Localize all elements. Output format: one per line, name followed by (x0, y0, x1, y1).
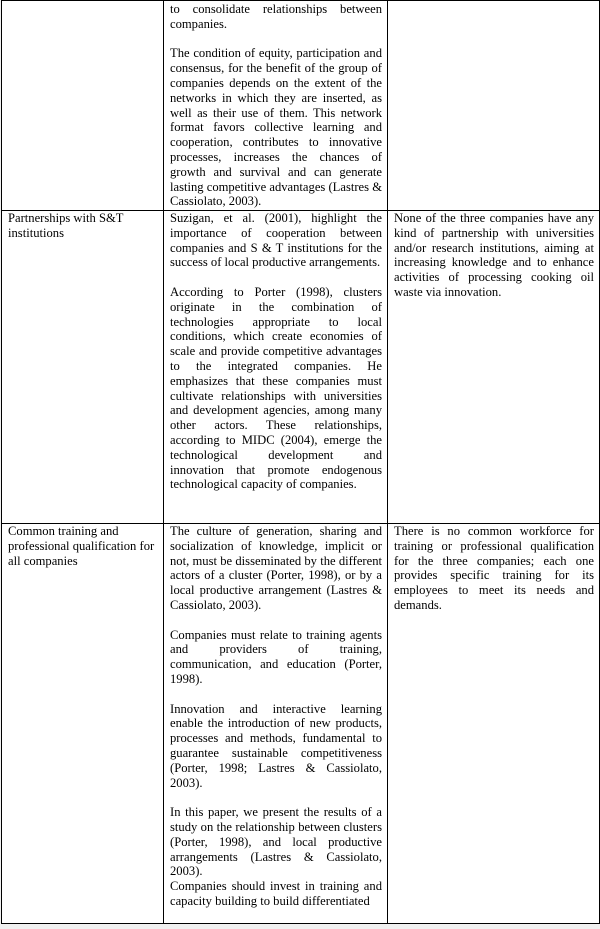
theory-paragraph: The culture of generation, sharing and socialization of knowledge, implicit or not, must be disseminated by the different actors of a cluster (Porter, 1998), or by a local productive arrangement (Lastres & Cassiolato, 2003). (170, 524, 382, 612)
theory-paragraph: Companies should invest in training and capacity building to build differentiated (170, 879, 382, 908)
table-row (2, 1, 600, 211)
criterion-text: Partnerships with S&T institutions (8, 211, 124, 240)
criterion-cell (2, 211, 164, 524)
findings-cell (388, 211, 600, 524)
theory-paragraph: Innovation and interactive learning enable the introduction of new products, processes and methods, fundamental to guarantee sustainable competitiveness (Porter, 1998; Lastres & Cassiolato, 2003). (170, 701, 382, 790)
theory-paragraph: The condition of equity, participation and consensus, for the benefit of the group of companies depends on the extent of the networks in which they are inserted, as well as their use of them. This network format favors collective learning and cooperation, contributes to innovative processes, increases the chances of growth and survival and can generate lasting competitive advantages (Lastres & Cassiolato, 2003). (170, 46, 382, 209)
criterion-cell (2, 1, 164, 211)
theory-paragraph: to consolidate relationships between companies. (170, 2, 382, 31)
theory-paragraph: Suzigan, et al. (2001), highlight the importance of cooperation between companies and S & T institutions for the success of local productive arrangements. (170, 211, 382, 270)
findings-cell (388, 1, 600, 211)
theory-paragraph: According to Porter (1998), clusters originate in the combination of technologies appropriate to local conditions, which create economies of scale and provide competitive advantages to the integrated companies. He emphasizes that these companies must cultivate relationships with universities and development agencies, among many other actors. These relationships, according to MIDC (2004), emerge the technological development and innovation that promote endogenous technological capacity of companies. (170, 284, 382, 492)
findings-cell (388, 524, 600, 924)
criterion-cell (2, 524, 164, 924)
theory-paragraph: Companies must relate to training agents and providers of training, communication, and education (Porter, 1998). (170, 627, 382, 686)
findings-text: There is no common workforce for training or professional qualification for the three companies; each one provides specific training for its employees to meet its needs and demands. (394, 524, 594, 612)
comparison-table (1, 0, 600, 924)
theory-cell (164, 1, 388, 211)
findings-text: None of the three companies have any kind of partnership with universities and/or research institutions, aiming at increasing knowledge and to enhance activities of processing cooking oil waste via innovation. (394, 211, 594, 299)
theory-cell (164, 524, 388, 924)
table-row (2, 524, 600, 924)
criterion-text: Common training and professional qualification for all companies (8, 524, 155, 568)
table-row (2, 211, 600, 524)
theory-cell (164, 211, 388, 524)
theory-paragraph: In this paper, we present the results of a study on the relationship between clusters (Porter, 1998), and local productive arrangements (Lastres & Cassiolato, 2003). (170, 805, 382, 879)
